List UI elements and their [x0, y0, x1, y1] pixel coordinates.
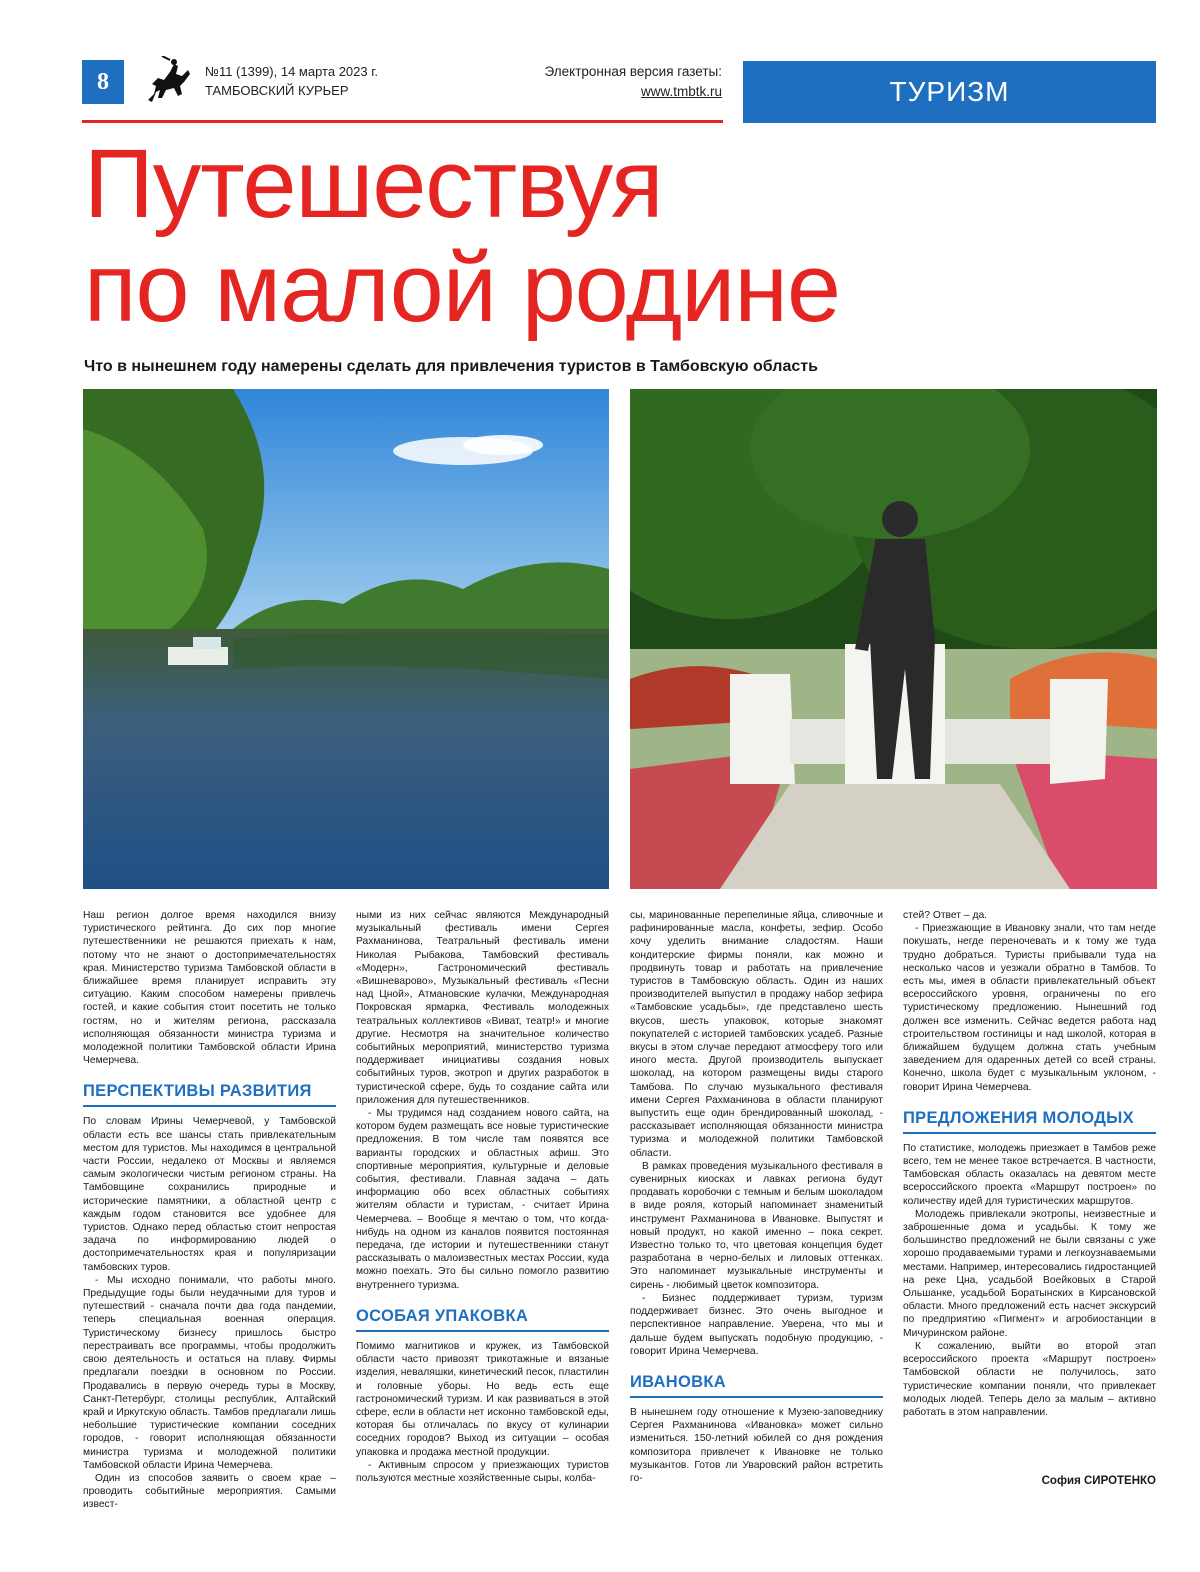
- author-byline: София СИРОТЕНКО: [1041, 1475, 1156, 1487]
- river-photo: [83, 389, 609, 889]
- header-rule: [82, 120, 723, 123]
- paragraph: Один из способов заявить о своем крае – проводить событийные мероприятия. Самыми извест-: [83, 1472, 336, 1511]
- page-number: 8: [82, 60, 124, 104]
- paragraph: Помимо магнитиков и кружек, из Тамбовской области часто привозят трикотажные и вязаные изделия, неваляшки, кинетический песок, пластилин и головные уборы. Но ведь есть еще гастрономический туризм. И как развиваться в этой сфере, если в области нет исконно тамбовской еды, которая бы отличалась по вкусу от кулинарии соседних городов? Выход из ситуации – особая упаковка и продажа местной продукции.: [356, 1340, 609, 1458]
- article-column-2: [356, 909, 609, 1485]
- paragraph: В нынешнем году отношение к Музею-заповеднику Сергея Рахманинова «Ивановка» может сильно измениться. 150-летний юбилей со дня рождения композитора привлечет к Ивановке не только музыкантов. Готов ли Уваровский район встретить го-: [630, 1406, 883, 1484]
- subheadline: Что в нынешнем году намерены сделать для привлечения туристов в Тамбовскую область: [84, 358, 818, 375]
- paragraph: Наш регион долгое время находился внизу туристического рейтинга. До сих пор многие путешественники не решаются приехать к нам, потому что не знают о достопримечательностях края. Министерство туризма Тамбовской области в ближайшее время планирует исправить эту ситуацию. Каким способом намерены привлечь гостей, и какие события стоит посетить не только гостям, но и жителям региона, рассказала исполняющая обязанности министра туризма и молодежной политики Тамбовской области Ирина Чемерчева.: [83, 910, 336, 1067]
- electronic-version: [545, 62, 722, 102]
- eversion-label: Электронная версия газеты:: [544, 64, 722, 79]
- headline: [84, 129, 840, 342]
- paragraph: - Мы трудимся над созданием нового сайта, на котором будем размещать все новые туристические предложения. В том числе там появятся все варианты городских и областных афиш. Это спортивные мероприятия, культурные и деловые события, фестивали. Главная задача – дать информацию обо всех областных событиях жителям области и туристам, - считает Ирина Чемерчева. – Вообще я мечтаю о том, что когда-нибудь на одном из каналов появится постоянная передача, где истории и путешественники станут рассказывать о малоизвестных местах России, куда можно поехать. Это бы сильно помогло развитию внутреннего туризма.: [356, 1108, 609, 1291]
- section-heading-ivanovka: ИВАНОВКА: [630, 1372, 883, 1398]
- paragraph: - Мы исходно понимали, что работы много. Предыдущие годы были неудачными для туров и путешествий - сначала почти два года пандемии, теперь специальная военная операция. Туристическому бизнесу пришлось быстро перестраивать все программы, чтобы продолжить свою деятельность и остаться на плаву. Фирмы предлагали поездки в основном по России. Продавались в первую очередь туры в Москву, Санкт-Петербург, столицы республик, Алтайский край и Иркутскую область. Тамбов предлагали лишь небольшие туристические компании соседних городов, - говорит исполняющая обязанности министра туризма и молодежной политики Тамбовской области Ирина Чемерчева.: [83, 1274, 336, 1471]
- article-column-1: [83, 909, 336, 1512]
- paragraph: По статистике, молодежь приезжает в Тамбов реже всего, тем не менее такое встречается. В частности, Тамбовская область оказалась на девятом месте всероссийского проекта «Маршрут построен» по количеству идей для туристических маршрутов.: [903, 1142, 1156, 1207]
- paragraph: - Приезжающие в Ивановку знали, что там негде покушать, негде переночевать и к тому же туда трудно добраться. Туристы прибывали туда на несколько часов и уезжали обратно в Тамбов. То есть мы, имея в области привлекательный объект всероссийского уровня, ограничены по его туристическому предложению. Нынешний год должен все изменить. Сейчас ведется работа над строительством гостиницы и над школой, которая в ближайшем будущем должна стать учебным заведением для одаренных детей со всей страны. Конечно, школа будет с музыкальным уклоном, - говорит Ирина Чемерчева.: [903, 923, 1156, 1093]
- issue-info: [205, 62, 378, 100]
- paragraph: В рамках проведения музыкального фестиваля в сувенирных киосках и лавках региона будут продавать коробочки с темным и белым шоколадом в виде рояля, который напоминает знаменитый инструмент Рахманинова в Ивановке. Выпустят и новый продукт, но какой именно – пока секрет. Известно только то, что цветовая концепция будет разработана в черно-белых и лиловых оттенках. Это напоминает музыкальные инструменты и сирень - любимый цветок композитора.: [630, 1160, 883, 1291]
- paragraph: ными из них сейчас являются Международный музыкальный фестиваль имени Сергея Рахманинова, Театральный фестиваль имени Николая Рыбакова, Тамбовский фестиваль «Модерн», Гастрономический фестиваль «Вишневарово», Музыкальный фестиваль «Песни над Цной», Атмановские кулачки, Международная Покровская ярмарка, Фестиваль молодежных театральных коллективов «Виват, театр!» и многие другие. Несмотря на значительное количество событийных мероприятий, министерство туризма поддерживает инициативы создания новых событийных туров, экотроп и других разработок в туристической сфере, будь то создание сайта или приложения для путешественников.: [356, 910, 609, 1106]
- headline-line-1: Путешествуя: [84, 129, 663, 238]
- article-column-3: [630, 909, 883, 1485]
- paragraph: сы, маринованные перепелиные яйца, сливочные и рафинированные масла, конфеты, зефир. Особо хочу уделить внимание сладостям. Наши кондитерские фирмы поняли, как можно и продвинуть товар и работать на привлечение туристов в Тамбовскую область. Один из наших производителей выпустил в продажу набор зефира «Тамбовские усадьбы», где представлено шесть вкусов, шесть упаковок, которые знакомят покупателей с историей тамбовских усадеб. Разные вкусы в этом случае передают атмосферу того или иного места. Другой производитель выпускает шоколад, на котором размещены виды старого Тамбова. По случаю музыкального фестиваля имени Сергея Рахманинова в области планируют выпустить еще один брендированный шоколад, - рассказывает исполняющая обязанности министра туризма и молодежной политики Тамбовской области.: [630, 910, 883, 1159]
- section-heading-prospects: ПЕРСПЕКТИВЫ РАЗВИТИЯ: [83, 1081, 336, 1107]
- paragraph: - Бизнес поддерживает туризм, туризм поддерживает бизнес. Это очень выгодное и перспективное направление. Уверена, что мы и дальше будем выпускать подобную продукцию, - говорит Ирина Чемерчева.: [630, 1292, 883, 1357]
- eversion-url-link[interactable]: www.tmbtk.ru: [640, 84, 722, 99]
- rubric-banner: ТУРИЗМ: [743, 61, 1156, 123]
- paper-name: ТАМБОВСКИЙ КУРЬЕР: [205, 83, 349, 98]
- paragraph: К сожалению, выйти во второй этап всероссийского проекта «Маршрут построен» Тамбовской области не получилось, зато туристические компании поняли, что привлекает молодых людей. Теперь дело за малым – активно работать в этом направлении.: [903, 1340, 1156, 1418]
- section-heading-youth: ПРЕДЛОЖЕНИЯ МОЛОДЫХ: [903, 1108, 1156, 1134]
- headline-line-2: по малой родине: [84, 233, 840, 342]
- article-column-4: [903, 909, 1156, 1419]
- paragraph: - Активным спросом у приезжающих туристов пользуются местные хозяйственные сыры, колба-: [356, 1459, 609, 1484]
- section-heading-packaging: ОСОБАЯ УПАКОВКА: [356, 1306, 609, 1332]
- horseman-logo-icon: [140, 56, 196, 106]
- rachmaninov-monument-photo: [630, 389, 1157, 889]
- paragraph: стей? Ответ – да.: [903, 910, 988, 921]
- paragraph: Молодежь привлекали экотропы, неизвестные и заброшенные дома и усадьбы. К тому же большинство предложений не были связаны с уже хорошо продаваемыми турами и легкоузнаваемыми местами. Например, интересовались гидростанцией на реке Цна, усадьбой Воейковых в Старой Ольшанке, усадьбой Боратынских в Кирсановской области. Много предложений есть насчет экскурсий по предприятию «Пигмент» и агробиостанции в Мичуринском районе.: [903, 1208, 1156, 1339]
- paragraph: По словам Ирины Чемерчевой, у Тамбовской области есть все шансы стать привлекательным местом для туристов. Мы находимся в центральной части России, недалеко от Москвы и являемся самым экологически чистым регионом страны. На Тамбовщине сохранились природные и исторические памятники, а областной центр с каждым годом становится все удобнее для туристов. Однако перед областью стоит непростая задача по информированию людей о достопримечательностях края и популяризации тамбовских туров.: [83, 1116, 336, 1273]
- issue-line: №11 (1399), 14 марта 2023 г.: [205, 64, 378, 79]
